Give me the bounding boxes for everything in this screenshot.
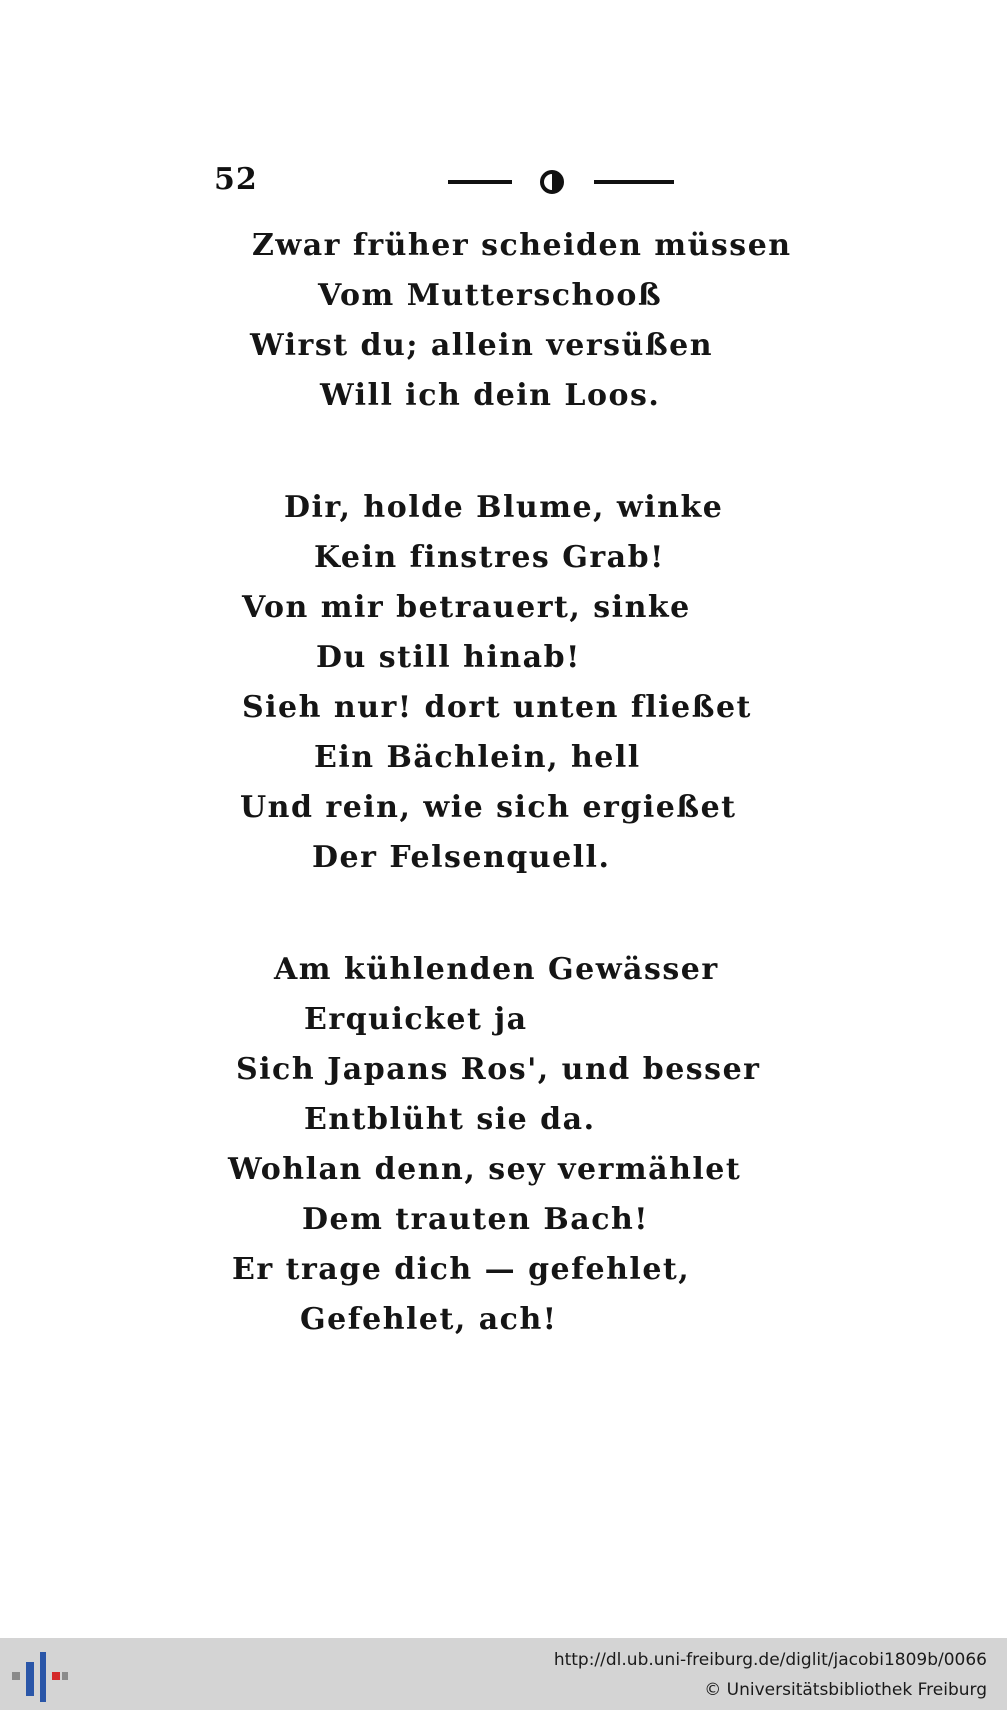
ub-freiburg-logo-icon[interactable] — [12, 1648, 68, 1702]
poem-line: Entblüht sie da. — [304, 1102, 596, 1137]
poem-line: Der Felsenquell. — [312, 840, 611, 875]
poem-line: Du still hinab! — [316, 640, 581, 675]
poem-line: Erquicket ja — [304, 1002, 528, 1037]
poem-line: Zwar früher scheiden müssen — [252, 228, 792, 263]
header-ornament-icon — [448, 168, 674, 196]
poem-line: Sich Japans Ros', und besser — [236, 1052, 761, 1087]
poem-line: Gefehlet, ach! — [300, 1302, 558, 1337]
poem-line: Wirst du; allein versüßen — [250, 328, 714, 363]
footer-copyright: © Universitätsbibliothek Freiburg — [704, 1680, 987, 1700]
poem-line: Wohlan denn, sey vermählet — [228, 1152, 742, 1187]
page-header — [214, 162, 674, 202]
footer-url-link[interactable]: http://dl.ub.uni-freiburg.de/diglit/jacobi1809b/0066 — [553, 1650, 987, 1670]
page-number: 52 — [214, 162, 258, 197]
poem-line: Kein finstres Grab! — [314, 540, 665, 575]
poem-line: Vom Mutterschooß — [318, 278, 663, 313]
poem-line: Am kühlenden Gewässer — [274, 952, 719, 987]
poem-line: Dem trauten Bach! — [302, 1202, 649, 1237]
poem-line: Er trage dich — gefehlet, — [232, 1252, 691, 1287]
poem-line: Dir, holde Blume, winke — [284, 490, 724, 525]
poem-line: Will ich dein Loos. — [320, 378, 661, 413]
viewer-footer — [0, 1638, 1007, 1710]
poem-line: Von mir betrauert, sinke — [242, 590, 691, 625]
poem-line: Ein Bächlein, hell — [314, 740, 641, 775]
poem-line: Und rein, wie sich ergießet — [240, 790, 737, 825]
poem-line: Sieh nur! dort unten fließet — [242, 690, 752, 725]
